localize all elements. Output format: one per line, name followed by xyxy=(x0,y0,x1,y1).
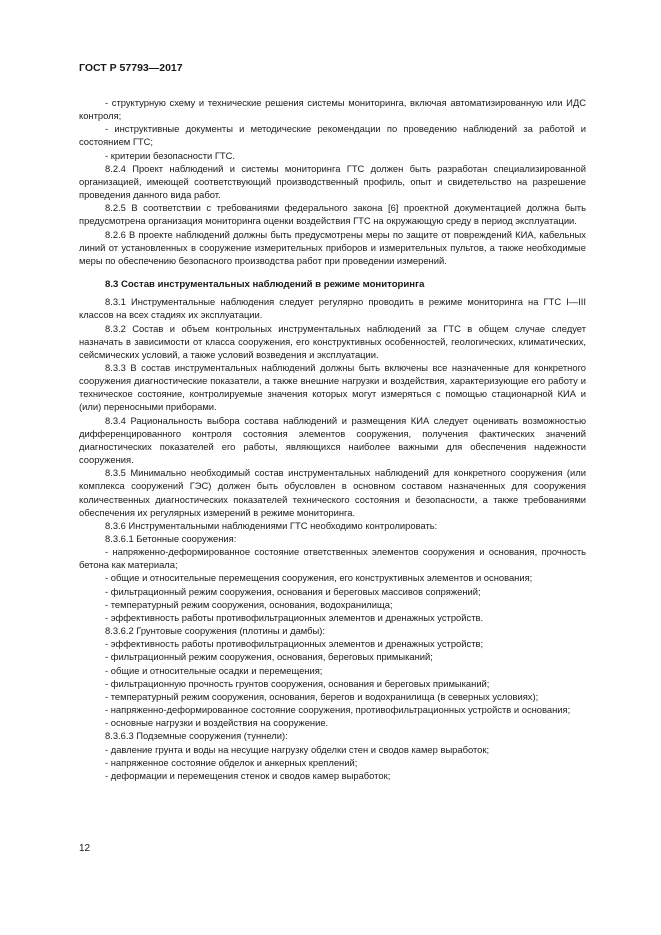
paragraph: 8.3.2 Состав и объем контрольных инструментальных наблюдений за ГТС в общем случае следует назначать в зависимости от класса сооружения, его конструктивных особенностей, геологических, климатических, сейсмических условий, а также условий возведения и эксплуатации. xyxy=(79,322,586,360)
list-item: - общие и относительные перемещения сооружения, его конструктивных элементов и основания; xyxy=(105,572,533,584)
list-item: - основные нагрузки и воздействия на сооружение. xyxy=(105,717,329,729)
paragraph: - критерии безопасности ГТС. xyxy=(105,149,236,161)
list-item: - температурный режим сооружения, основания, берегов и водохранилища (в северных условиях); xyxy=(105,690,539,702)
list-item: - напряженно-деформированное состояние ответственных элементов сооружения и основания, прочность бетона как материала; xyxy=(79,546,586,571)
paragraph: 8.3.6 Инструментальными наблюдениями ГТС необходимо контролировать: xyxy=(105,519,438,531)
paragraph: 8.2.6 В проекте наблюдений должны быть предусмотрены меры по защите от повреждений КИА, кабельных линий от установленных в сооружение измерительных приборов и измерительных пультов, а также необходимые меры по обеспечению безопасного производства работ при проведении измерений. xyxy=(79,228,586,266)
paragraph: 8.3.6.1 Бетонные сооружения: xyxy=(105,533,237,544)
paragraph: 8.2.4 Проект наблюдений и системы мониторинга ГТС должен быть разработан специализированной организацией, имеющей соответствующий производственный профиль, опыт и свидетельство на разрешение проведения данного вида работ. xyxy=(79,162,586,201)
document-header: ГОСТ Р 57793—2017 xyxy=(79,62,183,74)
paragraph: - инструктивные документы и методические рекомендации по проведению наблюдений за работой и состоянием ГТС; xyxy=(79,123,586,148)
list-item: - фильтрационный режим сооружения, основания, береговых примыканий; xyxy=(105,651,433,663)
list-item: - фильтрационный режим сооружения, основания и береговых массивов сопряжений; xyxy=(105,585,481,597)
paragraph: 8.3.3 В состав инструментальных наблюдений должны быть включены все назначенные для конкретного сооружения диагностические показатели, а также внешние нагрузки и воздействия, характеризующие его работу и техническое состояние, контролируемые значения которых могут измеряться с помощью стационарной КИА и (или) переносными приборами. xyxy=(79,361,586,413)
page-content xyxy=(79,96,586,782)
list-item: - деформации и перемещения стенок и сводов камер выработок; xyxy=(105,769,391,781)
paragraph: 8.3.6.2 Грунтовые сооружения (плотины и дамбы): xyxy=(105,625,325,637)
list-item: - температурный режим сооружения, основания, водохранилища; xyxy=(105,598,393,610)
paragraph: 8.3.4 Рациональность выбора состава наблюдений и размещения КИА следует оценивать возможностью дифференцированного контроля состояния элементов сооружения, получения фактических значений диагностических показателей его работы, являющихся наиболее важными для обеспечения надежности сооружения. xyxy=(79,414,586,466)
section-heading: 8.3 Состав инструментальных наблюдений в режиме мониторинга xyxy=(105,279,425,291)
paragraph: - структурную схему и технические решения системы мониторинга, включая автоматизированную или ИДС контроля; xyxy=(79,97,586,122)
list-item: - эффективность работы противофильтрационных элементов и дренажных устройств. xyxy=(105,611,484,623)
paragraphs-main xyxy=(79,295,586,782)
paragraph: 8.3.1 Инструментальные наблюдения следует регулярно проводить в режиме мониторинга на ГТС I—III классов на всех стадиях их эксплуатации. xyxy=(79,296,586,321)
paragraph: 8.3.6.3 Подземные сооружения (туннели): xyxy=(105,730,288,742)
paragraph: 8.2.5 В соответствии с требованиями федерального закона [6] проектной документацией должна быть предусмотрена организация мониторинга оценки воздействия ГТС на окружающую среду в период эксплуатации. xyxy=(79,202,586,227)
page-number: 12 xyxy=(79,843,91,854)
list-item: - эффективность работы противофильтрационных элементов и дренажных устройств; xyxy=(105,638,484,650)
list-item: - общие и относительные осадки и перемещения; xyxy=(105,664,323,676)
paragraph: 8.3.5 Минимально необходимый состав инструментальных наблюдений для конкретного сооружения (или комплекса сооружений ГЭС) должен быть обусловлен в основном составом назначенных для сооружения количественных диагностических показателей технического состояния и безопасности, а также требованиями обеспечения их регулярных измерений в режиме мониторинга. xyxy=(79,467,586,518)
list-item: - напряженное состояние обделок и анкерных креплений; xyxy=(105,756,358,768)
list-item: - давление грунта и воды на несущие нагрузку обделки стен и сводов камер выработок; xyxy=(105,743,490,755)
list-item: - фильтрационную прочность грунтов сооружения, основания и береговых примыканий; xyxy=(105,677,490,689)
list-item: - напряженно-деформированное состояние сооружения, противофильтрационных устройств и основания; xyxy=(105,704,571,716)
paragraphs-top xyxy=(79,96,586,267)
